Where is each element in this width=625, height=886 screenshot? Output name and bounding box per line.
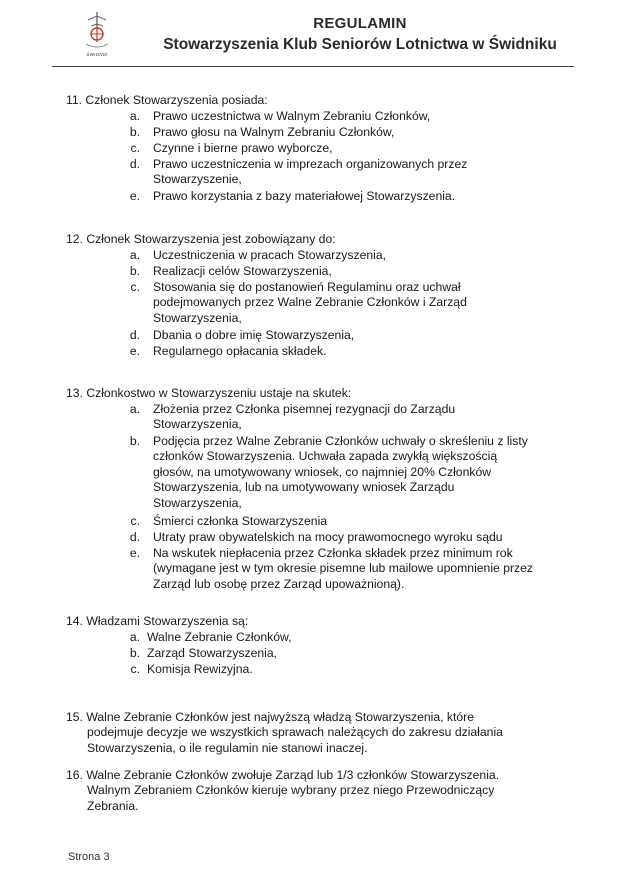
item-marker: b. xyxy=(129,434,140,448)
section-heading: 11. Członek Stowarzyszenia posiada: xyxy=(66,93,268,107)
paragraph-line: Walnym Zebraniem Członków kieruje wybrany przez niego Przewodniczący xyxy=(87,783,495,798)
document-title: REGULAMIN xyxy=(313,15,407,32)
item-marker: c. xyxy=(130,141,140,155)
item-text: Regularnego opłacania składek. xyxy=(153,344,327,358)
item-text-line: Stowarzyszenia, xyxy=(153,495,242,510)
section-heading: 14. Władzami Stowarzyszenia są: xyxy=(66,614,249,628)
paragraph xyxy=(66,768,566,814)
item-text: Czynne i bierne prawo wyborcze, xyxy=(153,141,333,155)
item-text-line: podejmowanych przez Walne Zebranie Członków i Zarząd xyxy=(153,295,467,310)
item-marker: e. xyxy=(129,189,140,203)
item-text-line: Prawo uczestniczenia w imprezach organizowanych przez xyxy=(153,157,468,171)
item-marker: d. xyxy=(129,530,140,544)
item-text-line: Złożenia przez Członka pisemnej rezygnacji do Zarządu xyxy=(153,402,456,416)
item-marker: a. xyxy=(129,630,140,644)
item-marker: b. xyxy=(129,264,140,278)
document-subtitle: Stowarzyszenia Klub Seniorów Lotnictwa w Świdniku xyxy=(163,36,557,53)
header-divider xyxy=(52,66,574,67)
item-text-line: Stowarzyszenia, xyxy=(153,417,242,432)
section-heading: 13. Członkostwo w Stowarzyszeniu ustaje na skutek: xyxy=(66,386,352,400)
item-text: Realizacji celów Stowarzyszenia, xyxy=(153,264,332,278)
item-text: Prawo korzystania z bazy materiałowej Stowarzyszenia. xyxy=(153,189,456,203)
item-text: Uczestniczenia w pracach Stowarzyszenia, xyxy=(153,248,387,262)
item-marker: c. xyxy=(130,662,140,676)
item-text-line: głosów, na umotywowany wniosek, co najmniej 20% Członków xyxy=(153,464,492,479)
item-text: Dbania o dobre imię Stowarzyszenia, xyxy=(153,328,355,342)
item-text: Komisja Rewizyjna. xyxy=(147,662,253,676)
item-marker: a. xyxy=(129,402,140,416)
paragraph-line: podejmuje decyzje we wszystkich sprawach należących do zakresu działania xyxy=(87,725,503,740)
item-text-line: Podjęcia przez Walne Zebranie Członków uchwały o skreśleniu z listy xyxy=(153,434,528,448)
item-text-line: Stosowania się do postanowień Regulaminu oraz uchwał xyxy=(153,280,461,294)
page-number: Strona 3 xyxy=(68,851,110,863)
paragraph-line: Stowarzyszenia, o ile regulamin nie stanowi inaczej. xyxy=(87,740,368,755)
club-logo xyxy=(78,8,116,60)
item-text-line: Stowarzyszenia, lub na umotywowany wniosek Zarządu xyxy=(153,480,455,495)
item-text: Utraty praw obywatelskich na mocy prawomocnego wyroku sądu xyxy=(153,530,503,544)
paragraph-line: 15. Walne Zebranie Członków jest najwyższą władzą Stowarzyszenia, które xyxy=(66,710,475,724)
aircraft-emblem-icon xyxy=(78,8,116,54)
item-marker: b. xyxy=(129,125,140,139)
item-text xyxy=(153,157,553,188)
logo-caption: ŚWIDNIK xyxy=(86,52,108,57)
item-text xyxy=(153,546,553,592)
item-text-line: Na wskutek niepłacenia przez Członka składek przez minimum rok xyxy=(153,546,513,560)
section-heading: 12. Członek Stowarzyszenia jest zobowiązany do: xyxy=(66,232,336,246)
item-text-line: (wymagane jest w tym okresie pisemne lub mailowe upomnienie przez xyxy=(153,561,534,576)
item-text xyxy=(153,434,553,511)
item-marker: d. xyxy=(129,157,140,171)
item-text: Prawo uczestnictwa w Walnym Zebraniu Członków, xyxy=(153,109,431,123)
item-marker: b. xyxy=(129,646,140,660)
item-text-line: Stowarzyszenie, xyxy=(153,172,242,187)
item-text-line: Zarząd lub osobę przez Zarząd upoważnioną). xyxy=(153,576,405,591)
item-text: Zarząd Stowarzyszenia, xyxy=(147,646,278,660)
item-text: Walne Zebranie Członków, xyxy=(147,630,292,644)
item-marker: a. xyxy=(129,248,140,262)
item-text: Śmierci członka Stowarzyszenia xyxy=(153,514,328,528)
item-marker: d. xyxy=(129,328,140,342)
item-marker: a. xyxy=(129,109,140,123)
item-marker: e. xyxy=(129,546,140,560)
paragraph-line: 16. Walne Zebranie Członków zwołuje Zarząd lub 1/3 członków Stowarzyszenia. xyxy=(66,768,500,782)
item-text: Prawo głosu na Walnym Zebraniu Członków, xyxy=(153,125,395,139)
item-text-line: członków Stowarzyszenia. Uchwała zapada zwykłą większością xyxy=(153,449,498,464)
item-marker: e. xyxy=(129,344,140,358)
item-text-line: Stowarzyszenia, xyxy=(153,310,242,325)
item-marker: c. xyxy=(130,280,140,294)
paragraph xyxy=(66,710,566,756)
paragraph-line: Zebrania. xyxy=(87,798,139,813)
item-text xyxy=(153,402,553,433)
item-marker: c. xyxy=(130,514,140,528)
item-text xyxy=(153,280,553,326)
